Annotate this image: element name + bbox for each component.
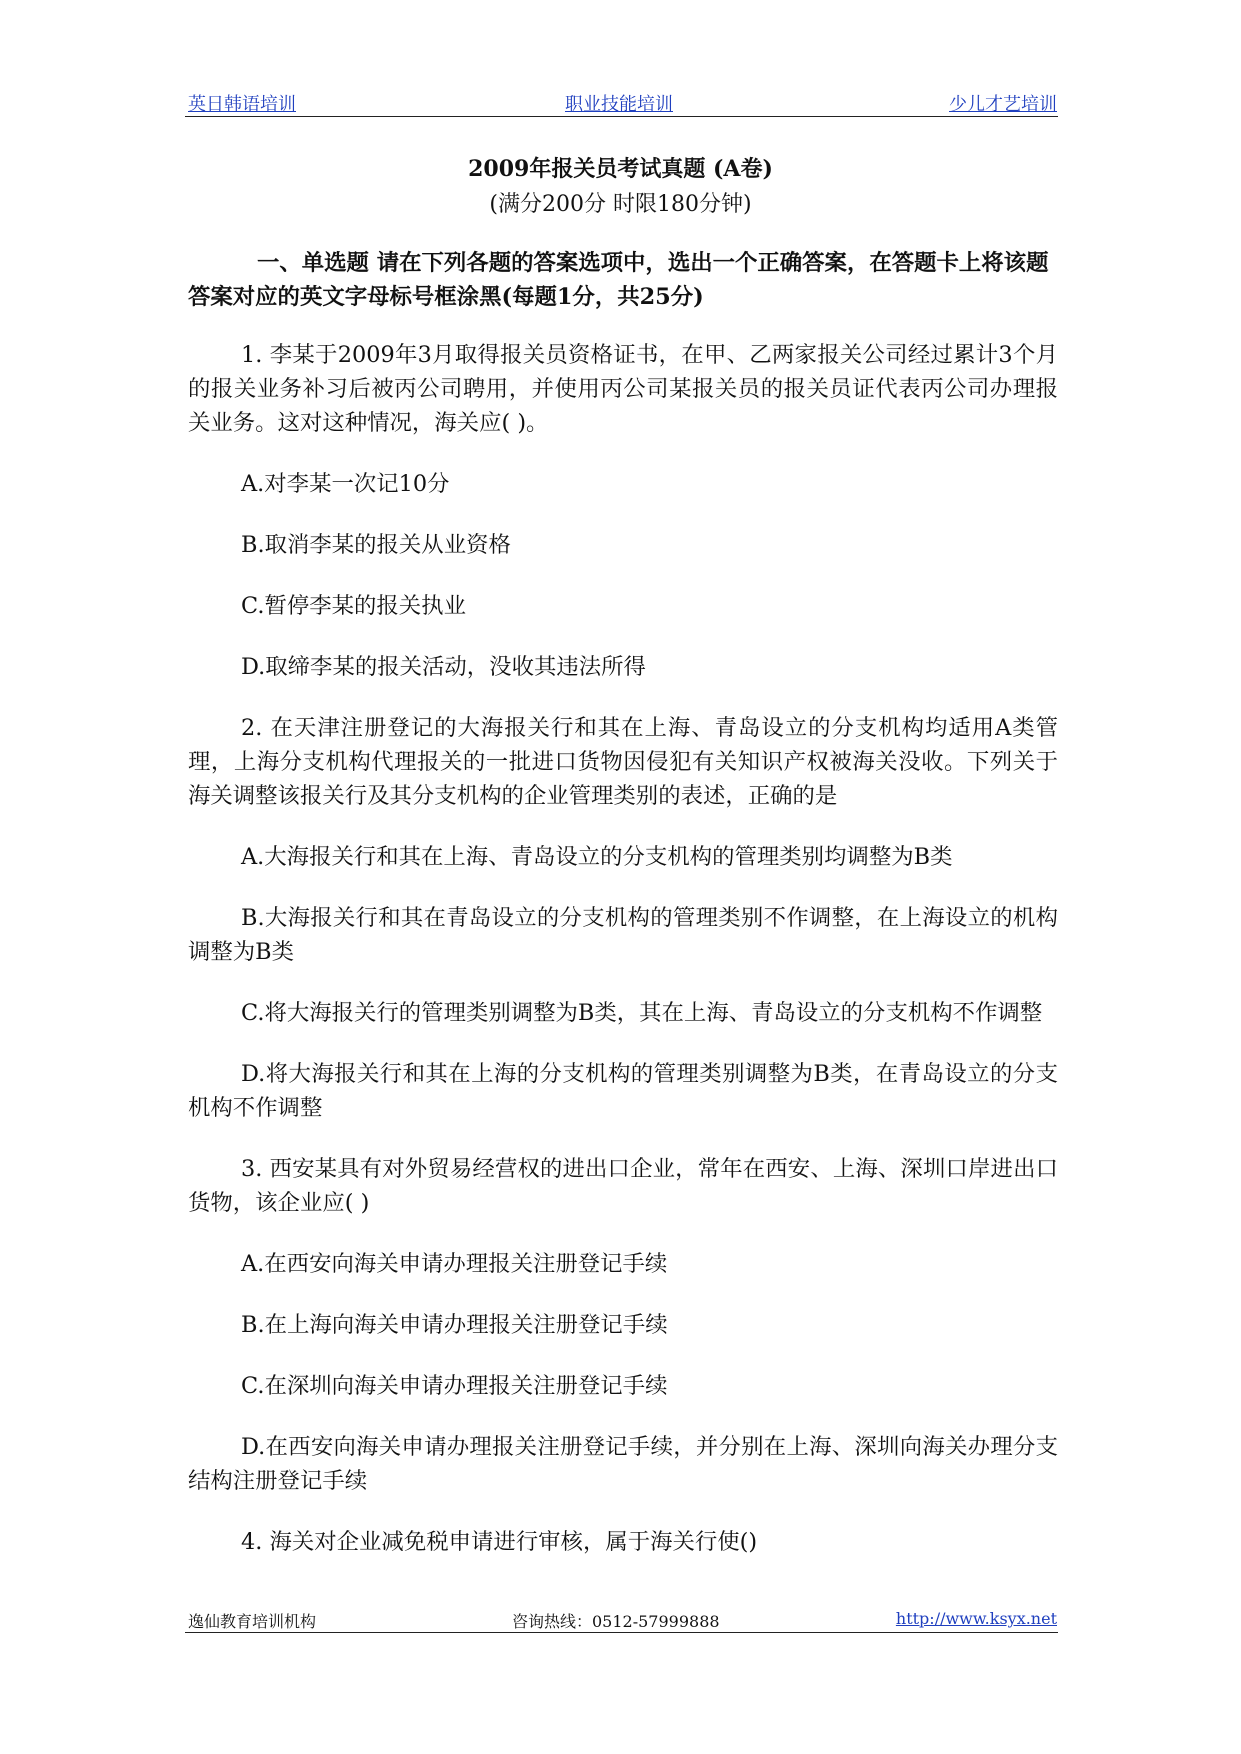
page-subtitle: (满分200分 时限180分钟) <box>489 192 752 217</box>
footer-website-link[interactable]: http://www.ksyx.net <box>895 1609 1057 1628</box>
question-list <box>188 338 1058 1559</box>
question-1-option-b: B.取消李某的报关从业资格 <box>241 532 511 558</box>
question-3-option-c: C.在深圳向海关申请办理报关注册登记手续 <box>241 1373 668 1399</box>
question-2-option-a: A.大海报关行和其在上海、青岛设立的分支机构的管理类别均调整为B类 <box>241 844 953 870</box>
question-3-option-b: B.在上海向海关申请办理报关注册登记手续 <box>241 1312 668 1338</box>
footer-org: 逸仙教育培训机构 <box>188 1612 317 1631</box>
header-link-kids-arts-training[interactable]: 少儿才艺培训 <box>949 94 1057 115</box>
header-divider <box>185 116 1058 117</box>
question-3-text: 3. 西安某具有对外贸易经营权的进出口企业，常年在西安、上海、深圳口岸进出口货物，该企业应( ) <box>188 1156 1058 1216</box>
question-3-option-d: D.在西安向海关申请办理报关注册登记手续，并分别在上海、深圳向海关办理分支结构注册登记手续 <box>188 1434 1058 1494</box>
question-2-option-b: B.大海报关行和其在青岛设立的分支机构的管理类别不作调整，在上海设立的机构调整为B类 <box>188 905 1058 965</box>
header-link-vocational-training[interactable]: 职业技能培训 <box>565 94 673 115</box>
question-1-option-a: A.对李某一次记10分 <box>241 471 450 497</box>
section-heading: 一、单选题 请在下列各题的答案选项中，选出一个正确答案，在答题卡上将该题答案对应的英文字母标号框涂黑(每题1分，共25分) <box>188 250 1049 310</box>
question-1-option-d: D.取缔李某的报关活动，没收其违法所得 <box>241 654 646 680</box>
question-2-option-d: D.将大海报关行和其在上海的分支机构的管理类别调整为B类，在青岛设立的分支机构不作调整 <box>188 1061 1058 1121</box>
question-3-option-a: A.在西安向海关申请办理报关注册登记手续 <box>241 1251 668 1277</box>
footer-hotline: 咨询热线：0512-57999888 <box>512 1612 720 1631</box>
question-1-text: 1. 李某于2009年3月取得报关员资格证书，在甲、乙两家报关公司经过累计3个月的报关业务补习后被丙公司聘用，并使用丙公司某报关员的报关员证代表丙公司办理报关业务。这对这种情况，海关应( )。 <box>188 342 1058 436</box>
question-1-option-c: C.暂停李某的报关执业 <box>241 593 466 619</box>
question-2-option-c: C.将大海报关行的管理类别调整为B类，其在上海、青岛设立的分支机构不作调整 <box>241 1000 1043 1026</box>
header-link-language-training[interactable]: 英日韩语培训 <box>188 94 296 115</box>
page-title: 2009年报关员考试真题 (A卷) <box>468 156 773 182</box>
question-4-text: 4. 海关对企业减免税申请进行审核，属于海关行使() <box>241 1529 758 1555</box>
footer-divider <box>185 1632 1058 1633</box>
question-2-text: 2. 在天津注册登记的大海报关行和其在上海、青岛设立的分支机构均适用A类管理，上海分支机构代理报关的一批进口货物因侵犯有关知识产权被海关没收。下列关于海关调整该报关行及其分支机构的企业管理类别的表述，正确的是 <box>188 715 1058 809</box>
